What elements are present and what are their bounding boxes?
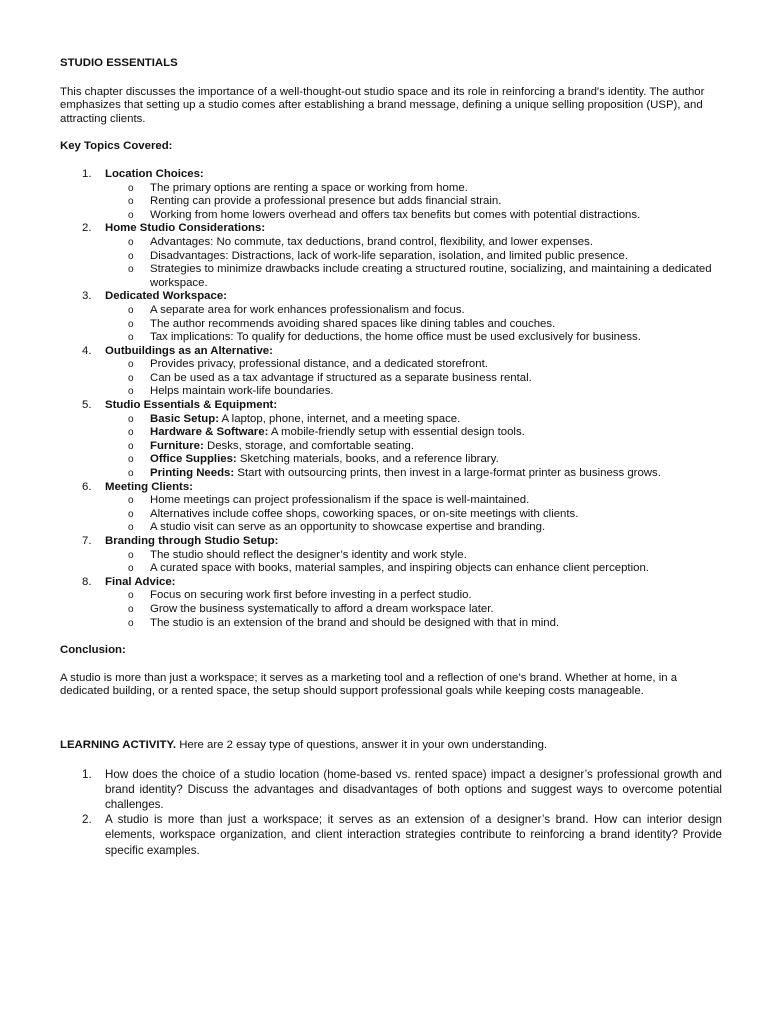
topic-title: Branding through Studio Setup:: [105, 535, 279, 547]
point-lead: Hardware & Software:: [150, 426, 269, 439]
topic-number: 7.: [82, 535, 92, 547]
topic-point: [105, 617, 722, 631]
hollow-bullet-icon: o: [128, 304, 134, 316]
question-number: 1.: [82, 767, 92, 781]
topic-title: Location Choices:: [105, 167, 204, 180]
topic-point: [105, 440, 722, 454]
hollow-bullet-icon: o: [128, 522, 134, 534]
topic-point: [105, 508, 722, 522]
point-text: Advantages: No commute, tax deductions, brand control, flexibility, and lower expenses.: [150, 235, 593, 248]
learning-activity-label: LEARNING ACTIVITY.: [60, 738, 177, 751]
topic-points: [105, 549, 722, 576]
topic-point: [105, 385, 722, 399]
topic-title: Outbuildings as an Alternative:: [105, 344, 273, 357]
hollow-bullet-icon: o: [128, 495, 134, 507]
hollow-bullet-icon: o: [128, 563, 134, 575]
topic-point: [105, 453, 722, 467]
topic-point: [105, 195, 722, 209]
point-text: Desks, storage, and comfortable seating.: [203, 439, 415, 452]
topic-points: [105, 494, 722, 535]
topic-points: [105, 236, 722, 290]
topic-points: [105, 358, 722, 399]
hollow-bullet-icon: o: [128, 359, 134, 371]
point-text: A studio visit can serve as an opportunity to showcase expertise and branding.: [150, 521, 546, 534]
hollow-bullet-icon: o: [128, 468, 134, 480]
learning-activity-text: Here are 2 essay type of questions, answer it in your own understanding.: [176, 738, 548, 751]
question-item: [60, 767, 722, 813]
hollow-bullet-icon: o: [128, 332, 134, 344]
topic-number: 3.: [82, 290, 92, 303]
hollow-bullet-icon: o: [128, 182, 134, 194]
questions-list: [60, 767, 722, 858]
topic-point: [105, 521, 722, 535]
topic-item: [60, 399, 722, 481]
point-text: The author recommends avoiding shared spaces like dining tables and couches.: [150, 317, 556, 330]
hollow-bullet-icon: o: [128, 617, 134, 629]
topic-point: [105, 263, 722, 290]
topic-point: [105, 304, 722, 318]
point-text: Can be used as a tax advantage if structured as a separate business rental.: [150, 371, 532, 384]
point-text: A mobile-friendly setup with essential design tools.: [268, 426, 525, 439]
learning-activity-intro: [60, 739, 722, 753]
topic-point: [105, 589, 722, 603]
conclusion-paragraph: A studio is more than just a workspace; it serves as a marketing tool and a reflection of one’s brand. Whether at home, in a dedicated building, or a rented space, the setup should support professional goals while keeping costs manageable.: [60, 671, 678, 698]
hollow-bullet-icon: o: [128, 250, 134, 262]
topic-item: [60, 576, 722, 630]
hollow-bullet-icon: o: [128, 549, 134, 561]
hollow-bullet-icon: o: [128, 454, 134, 466]
topic-item: [60, 481, 722, 535]
point-lead: Office Supplies:: [150, 453, 237, 466]
topics-list: [60, 168, 722, 630]
topic-title: Home Studio Considerations:: [105, 222, 266, 235]
hollow-bullet-icon: o: [128, 590, 134, 602]
topic-title: Final Advice:: [105, 575, 176, 588]
topic-number: 2.: [82, 222, 92, 235]
hollow-bullet-icon: o: [128, 264, 134, 276]
topic-point: [105, 318, 722, 332]
topic-point: [105, 182, 722, 196]
point-text: A curated space with books, material samples, and inspiring objects can enhance client perception.: [150, 562, 649, 575]
point-text: Renting can provide a professional presence but adds financial strain.: [150, 195, 502, 208]
point-text: A laptop, phone, internet, and a meeting space.: [219, 412, 461, 425]
topic-item: [60, 222, 722, 290]
topic-points: [105, 304, 722, 345]
hollow-bullet-icon: o: [128, 318, 134, 330]
hollow-bullet-icon: o: [128, 427, 134, 439]
hollow-bullet-icon: o: [128, 386, 134, 398]
topic-point: [105, 209, 722, 223]
point-text: The studio should reflect the designer’s identity and work style.: [150, 548, 467, 561]
topic-title: Studio Essentials & Equipment:: [105, 399, 278, 412]
topic-point: [105, 562, 722, 576]
point-lead: Basic Setup:: [150, 412, 219, 425]
document-title: STUDIO ESSENTIALS: [60, 57, 178, 69]
topic-title: Dedicated Workspace:: [105, 290, 227, 303]
point-text: Home meetings can project professionalism if the space is well-maintained.: [150, 494, 530, 507]
topic-point: [105, 549, 722, 563]
topic-point: [105, 467, 722, 481]
topic-point: [105, 358, 722, 372]
point-text: Sketching materials, books, and a reference library.: [236, 453, 499, 466]
point-text: Provides privacy, professional distance, and a dedicated storefront.: [150, 358, 488, 371]
topic-points: [105, 589, 722, 630]
point-text: Focus on securing work first before investing in a perfect studio.: [150, 589, 472, 602]
topic-number: 4.: [82, 344, 92, 357]
hollow-bullet-icon: o: [128, 196, 134, 208]
topic-point: [105, 426, 722, 440]
hollow-bullet-icon: o: [128, 413, 134, 425]
topic-point: [105, 494, 722, 508]
point-text: Disadvantages: Distractions, lack of work-life separation, isolation, and limited public presence.: [150, 249, 629, 262]
point-text: Start with outsourcing prints, then invest in a large-format printer as business grows.: [234, 467, 661, 480]
topic-title: Meeting Clients:: [105, 480, 193, 493]
topic-item: [60, 535, 722, 576]
key-topics-heading: Key Topics Covered:: [60, 140, 173, 153]
topic-points: [105, 182, 722, 223]
point-text: The studio is an extension of the brand and should be designed with that in mind.: [150, 616, 560, 629]
question-number: 2.: [82, 813, 92, 827]
topic-number: 8.: [82, 575, 92, 588]
hollow-bullet-icon: o: [128, 508, 134, 520]
topic-point: [105, 413, 722, 427]
point-text: Tax implications: To qualify for deductions, the home office must be used exclusively for business.: [150, 331, 641, 344]
question-item: [60, 812, 722, 858]
topic-number: 1.: [82, 167, 92, 180]
hollow-bullet-icon: o: [128, 236, 134, 248]
topic-point: [105, 250, 722, 264]
point-text: Working from home lowers overhead and offers tax benefits but comes with potential distractions.: [150, 208, 641, 221]
topic-point: [105, 372, 722, 386]
hollow-bullet-icon: o: [128, 209, 134, 221]
point-text: Helps maintain work-life boundaries.: [150, 385, 334, 398]
topic-point: [105, 236, 722, 250]
topic-item: [60, 290, 722, 344]
point-text: Strategies to minimize drawbacks include creating a structured routine, socializing, and maintaining a dedicated workspace.: [150, 263, 712, 289]
conclusion-heading: Conclusion:: [60, 644, 126, 657]
question-text: A studio is more than just a workspace; it serves as an extension of a designer’s brand. How can interior design elements, workspace organization, and client interaction strategies contribute to reinforcing a brand identity? Provide specific examples.: [105, 813, 722, 857]
topic-points: [105, 413, 722, 481]
point-lead: Furniture:: [150, 439, 204, 452]
hollow-bullet-icon: o: [128, 372, 134, 384]
question-text: How does the choice of a studio location (home-based vs. rented space) impact a designer’s professional growth and brand identity? Discuss the advantages and disadvantages of both options and suggest ways to overcome potential challenges.: [105, 767, 722, 811]
point-text: The primary options are renting a space or working from home.: [150, 181, 468, 194]
topic-number: 6.: [82, 480, 92, 493]
topic-item: [60, 345, 722, 399]
point-text: Grow the business systematically to afford a dream workspace later.: [150, 602, 494, 615]
topic-point: [105, 331, 722, 345]
point-text: A separate area for work enhances professionalism and focus.: [150, 303, 465, 316]
hollow-bullet-icon: o: [128, 603, 134, 615]
topic-point: [105, 603, 722, 617]
point-text: Alternatives include coffee shops, coworking spaces, or on-site meetings with clients.: [150, 507, 579, 520]
document-page: [60, 57, 722, 858]
intro-paragraph: This chapter discusses the importance of a well-thought-out studio space and its role in reinforcing a brand's identity. The author emphasizes that setting up a studio comes after establishing a brand message, defining a unique selling proposition (USP), and attracting clients.: [60, 85, 705, 125]
hollow-bullet-icon: o: [128, 440, 134, 452]
topic-number: 5.: [82, 399, 92, 412]
point-lead: Printing Needs:: [150, 467, 235, 480]
topic-item: [60, 168, 722, 222]
